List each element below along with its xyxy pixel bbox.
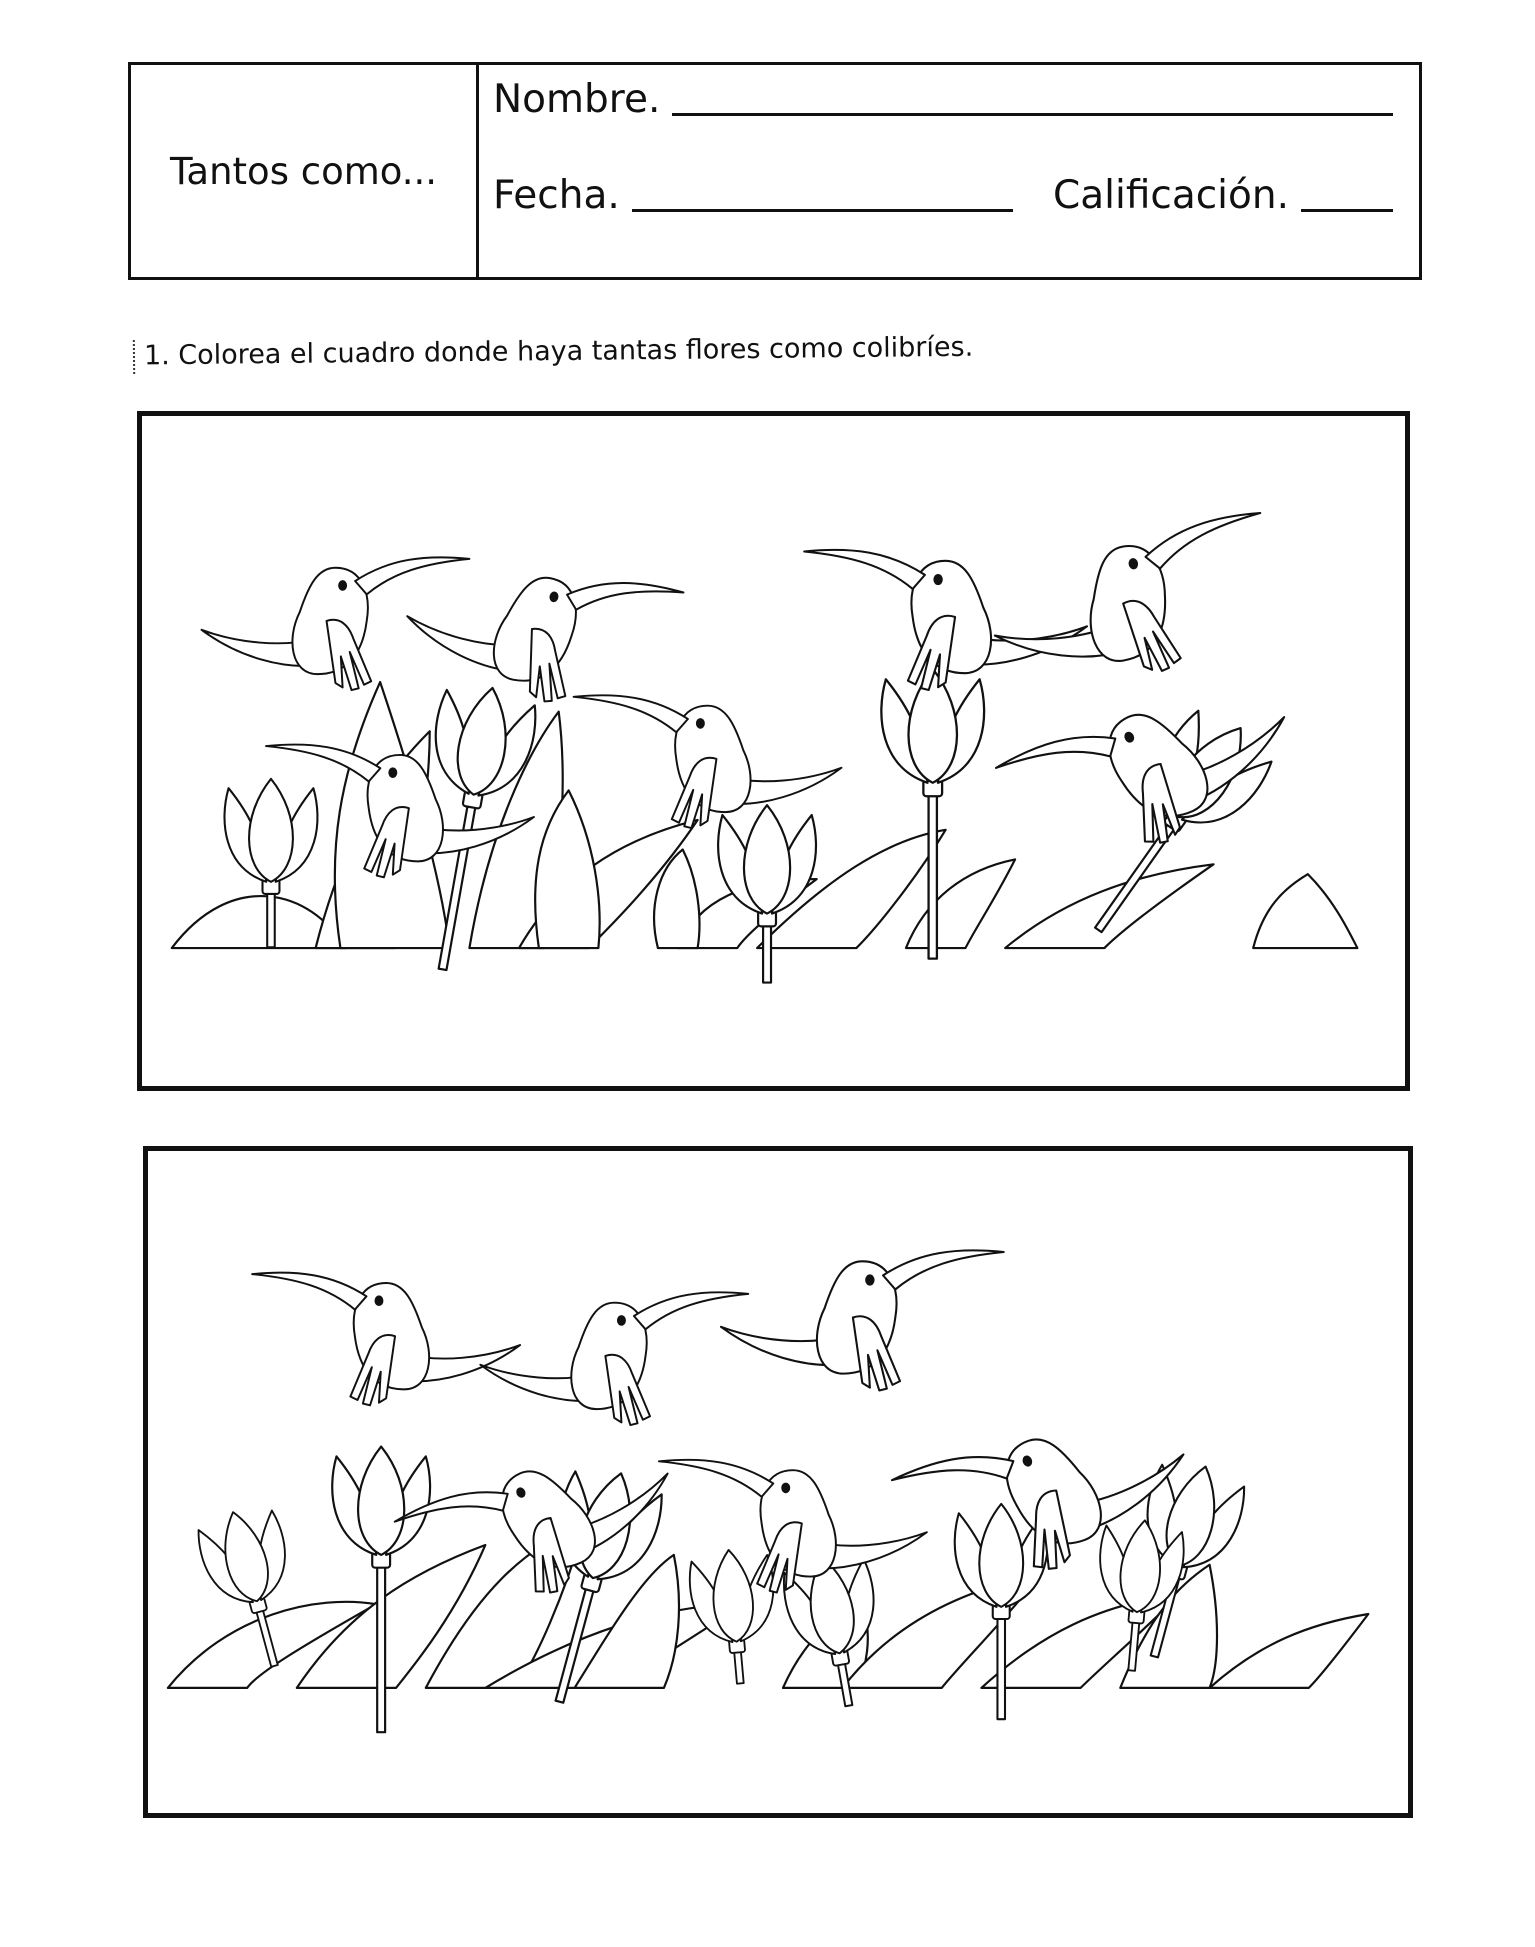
date-row — [493, 173, 1393, 218]
grade-label: Calificación. — [1053, 173, 1289, 218]
hummingbird-icon — [804, 550, 1087, 690]
name-label: Nombre. — [493, 77, 661, 122]
worksheet-header — [128, 62, 1422, 280]
picture-panel-1[interactable] — [137, 411, 1410, 1091]
panel-2-illustration — [148, 1151, 1408, 1813]
hummingbird-icon — [202, 557, 470, 690]
leaf — [1210, 1614, 1369, 1688]
student-info-cell — [479, 65, 1419, 277]
leaf — [906, 859, 1015, 948]
hummingbird-icon — [721, 1250, 1004, 1390]
margin-mark — [133, 340, 138, 374]
panel-1-illustration — [142, 416, 1405, 1086]
picture-panel-2[interactable] — [143, 1146, 1413, 1818]
grade-group — [1053, 173, 1393, 218]
hummingbird-icon — [397, 545, 684, 722]
worksheet-title: Tantos como... — [169, 149, 438, 193]
tulip-flower-icon — [718, 805, 816, 982]
hummingbird-icon — [574, 695, 842, 828]
name-row — [493, 77, 1393, 122]
instruction-text: 1. Colorea el cuadro donde haya tantas flores como colibríes. — [143, 331, 974, 372]
worksheet-title-cell — [131, 65, 479, 277]
date-label: Fecha. — [493, 173, 620, 218]
grade-field[interactable] — [1301, 175, 1393, 212]
hummingbird-icon — [480, 1292, 748, 1425]
date-field[interactable] — [632, 175, 1013, 212]
leaf — [1253, 874, 1357, 948]
hummingbird-icon — [981, 511, 1284, 698]
exercise-instruction — [133, 331, 974, 374]
hummingbird-icon — [252, 1273, 520, 1406]
name-field[interactable] — [672, 79, 1393, 116]
